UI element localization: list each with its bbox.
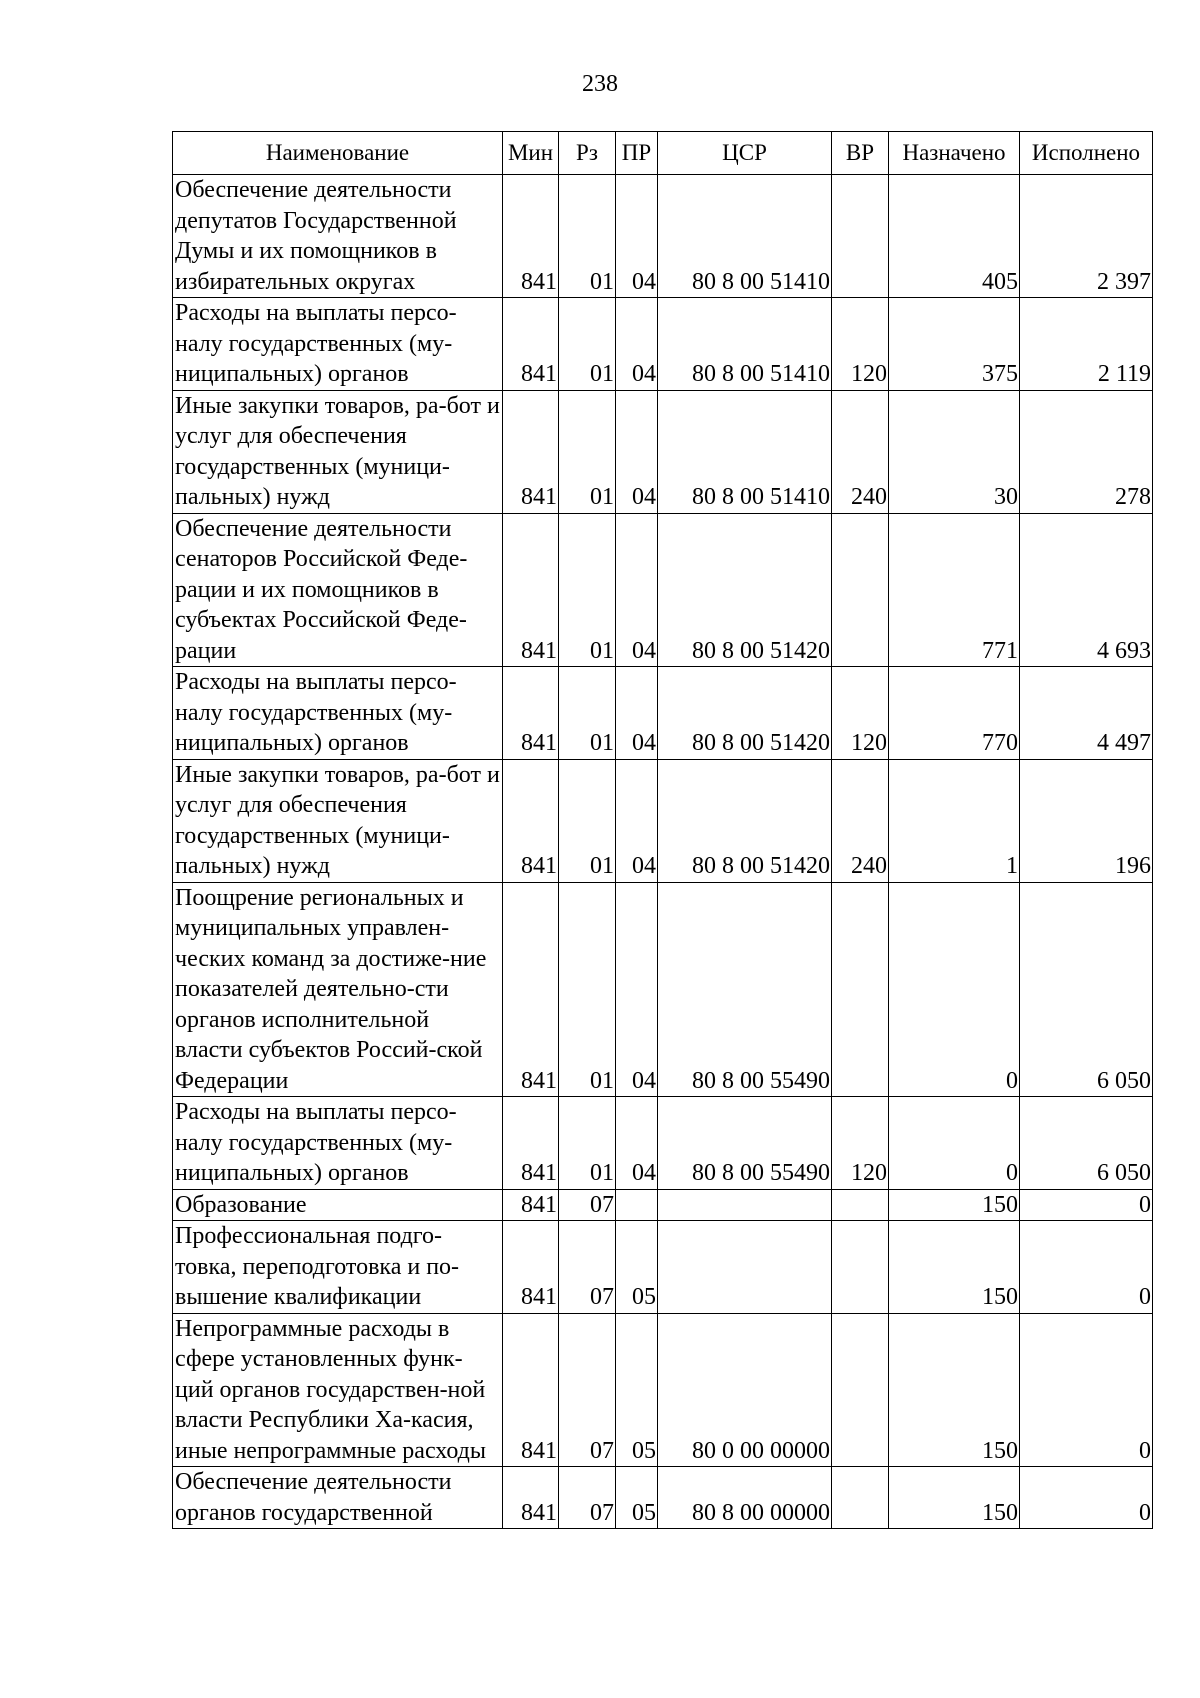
cell-csr: 80 8 00 51410	[658, 175, 832, 298]
table-header-row	[173, 132, 1153, 175]
cell-vr: 120	[832, 667, 889, 760]
cell-min: 841	[503, 175, 559, 298]
cell-csr: 80 8 00 51420	[658, 513, 832, 667]
cell-executed: 0	[1020, 1221, 1153, 1314]
cell-name: Поощрение региональных и муниципальных управлен-ческих команд за достиже-ние показателей деятельно-сти органов исполнительной власти субъектов Россий-ской Федерации	[173, 882, 503, 1097]
cell-name: Расходы на выплаты персо-налу государственных (му-ниципальных) органов	[173, 298, 503, 391]
table-row	[173, 1313, 1153, 1467]
cell-assigned: 150	[889, 1467, 1020, 1529]
cell-executed: 0	[1020, 1189, 1153, 1221]
cell-pr: 04	[616, 513, 658, 667]
cell-assigned: 405	[889, 175, 1020, 298]
cell-name: Обеспечение деятельности сенаторов Российской Феде-рации и их помощников в субъектах Российской Феде-рации	[173, 513, 503, 667]
cell-executed: 4 497	[1020, 667, 1153, 760]
cell-csr: 80 8 00 00000	[658, 1467, 832, 1529]
cell-pr: 04	[616, 390, 658, 513]
table-row	[173, 1097, 1153, 1190]
cell-csr: 80 8 00 55490	[658, 882, 832, 1097]
cell-pr: 05	[616, 1467, 658, 1529]
cell-csr: 80 8 00 51420	[658, 759, 832, 882]
cell-vr	[832, 513, 889, 667]
cell-csr: 80 8 00 55490	[658, 1097, 832, 1190]
cell-pr: 04	[616, 298, 658, 391]
table-row	[173, 759, 1153, 882]
cell-min: 841	[503, 1189, 559, 1221]
cell-rz: 01	[559, 513, 616, 667]
cell-name: Иные закупки товаров, ра-бот и услуг для обеспечения государственных (муници-пальных) нужд	[173, 390, 503, 513]
cell-pr: 04	[616, 175, 658, 298]
cell-name: Профессиональная подго-товка, переподготовка и по-вышение квалификации	[173, 1221, 503, 1314]
cell-rz: 07	[559, 1313, 616, 1467]
cell-assigned: 770	[889, 667, 1020, 760]
cell-assigned: 150	[889, 1221, 1020, 1314]
cell-executed: 4 693	[1020, 513, 1153, 667]
table-row	[173, 1467, 1153, 1529]
cell-min: 841	[503, 667, 559, 760]
cell-rz: 07	[559, 1221, 616, 1314]
cell-pr: 05	[616, 1313, 658, 1467]
cell-assigned: 0	[889, 1097, 1020, 1190]
header-pr: ПР	[616, 132, 658, 175]
cell-csr	[658, 1221, 832, 1314]
cell-min: 841	[503, 513, 559, 667]
table-row	[173, 1221, 1153, 1314]
cell-executed: 278	[1020, 390, 1153, 513]
cell-rz: 01	[559, 759, 616, 882]
cell-name: Иные закупки товаров, ра-бот и услуг для обеспечения государственных (муници-пальных) нужд	[173, 759, 503, 882]
cell-csr: 80 0 00 00000	[658, 1313, 832, 1467]
table-row	[173, 1189, 1153, 1221]
cell-name: Обеспечение деятельности органов государственной	[173, 1467, 503, 1529]
cell-executed: 0	[1020, 1313, 1153, 1467]
header-vr: ВР	[832, 132, 889, 175]
cell-vr	[832, 1221, 889, 1314]
cell-executed: 2 119	[1020, 298, 1153, 391]
cell-csr: 80 8 00 51410	[658, 390, 832, 513]
cell-csr: 80 8 00 51410	[658, 298, 832, 391]
table-body	[173, 175, 1153, 1529]
cell-min: 841	[503, 298, 559, 391]
cell-executed: 196	[1020, 759, 1153, 882]
cell-rz: 01	[559, 882, 616, 1097]
cell-executed: 0	[1020, 1467, 1153, 1529]
cell-assigned: 0	[889, 882, 1020, 1097]
cell-assigned: 150	[889, 1313, 1020, 1467]
cell-vr	[832, 1467, 889, 1529]
cell-assigned: 375	[889, 298, 1020, 391]
table-row	[173, 298, 1153, 391]
cell-rz: 01	[559, 667, 616, 760]
table-row	[173, 175, 1153, 298]
cell-name: Обеспечение деятельности депутатов Государственной Думы и их помощников в избирательных округах	[173, 175, 503, 298]
cell-vr: 120	[832, 298, 889, 391]
cell-vr	[832, 1313, 889, 1467]
cell-min: 841	[503, 759, 559, 882]
cell-min: 841	[503, 390, 559, 513]
cell-vr: 240	[832, 390, 889, 513]
cell-rz: 01	[559, 1097, 616, 1190]
table-row	[173, 882, 1153, 1097]
header-executed: Исполнено	[1020, 132, 1153, 175]
cell-rz: 01	[559, 390, 616, 513]
cell-pr: 05	[616, 1221, 658, 1314]
cell-min: 841	[503, 882, 559, 1097]
cell-vr	[832, 175, 889, 298]
cell-vr: 120	[832, 1097, 889, 1190]
cell-executed: 6 050	[1020, 1097, 1153, 1190]
cell-name: Расходы на выплаты персо-налу государственных (му-ниципальных) органов	[173, 1097, 503, 1190]
cell-name: Образование	[173, 1189, 503, 1221]
cell-name: Расходы на выплаты персо-налу государственных (му-ниципальных) органов	[173, 667, 503, 760]
header-assigned: Назначено	[889, 132, 1020, 175]
cell-min: 841	[503, 1097, 559, 1190]
cell-csr: 80 8 00 51420	[658, 667, 832, 760]
cell-min: 841	[503, 1221, 559, 1314]
cell-rz: 07	[559, 1467, 616, 1529]
cell-rz: 01	[559, 175, 616, 298]
table-row	[173, 513, 1153, 667]
header-min: Мин	[503, 132, 559, 175]
cell-pr	[616, 1189, 658, 1221]
cell-executed: 6 050	[1020, 882, 1153, 1097]
cell-name: Непрограммные расходы в сфере установленных функ-ций органов государствен-ной власти Республики Ха-касия, иные непрограммные расходы	[173, 1313, 503, 1467]
cell-csr	[658, 1189, 832, 1221]
cell-assigned: 30	[889, 390, 1020, 513]
cell-pr: 04	[616, 667, 658, 760]
cell-vr	[832, 1189, 889, 1221]
header-rz: Рз	[559, 132, 616, 175]
cell-executed: 2 397	[1020, 175, 1153, 298]
cell-vr	[832, 882, 889, 1097]
cell-assigned: 771	[889, 513, 1020, 667]
cell-vr: 240	[832, 759, 889, 882]
cell-rz: 07	[559, 1189, 616, 1221]
cell-assigned: 150	[889, 1189, 1020, 1221]
budget-table	[172, 131, 1153, 1529]
page-number: 238	[582, 71, 618, 97]
table-row	[173, 390, 1153, 513]
cell-pr: 04	[616, 759, 658, 882]
table-row	[173, 667, 1153, 760]
cell-min: 841	[503, 1467, 559, 1529]
cell-rz: 01	[559, 298, 616, 391]
cell-assigned: 1	[889, 759, 1020, 882]
cell-min: 841	[503, 1313, 559, 1467]
cell-pr: 04	[616, 882, 658, 1097]
header-name: Наименование	[173, 132, 503, 175]
cell-pr: 04	[616, 1097, 658, 1190]
header-csr: ЦСР	[658, 132, 832, 175]
